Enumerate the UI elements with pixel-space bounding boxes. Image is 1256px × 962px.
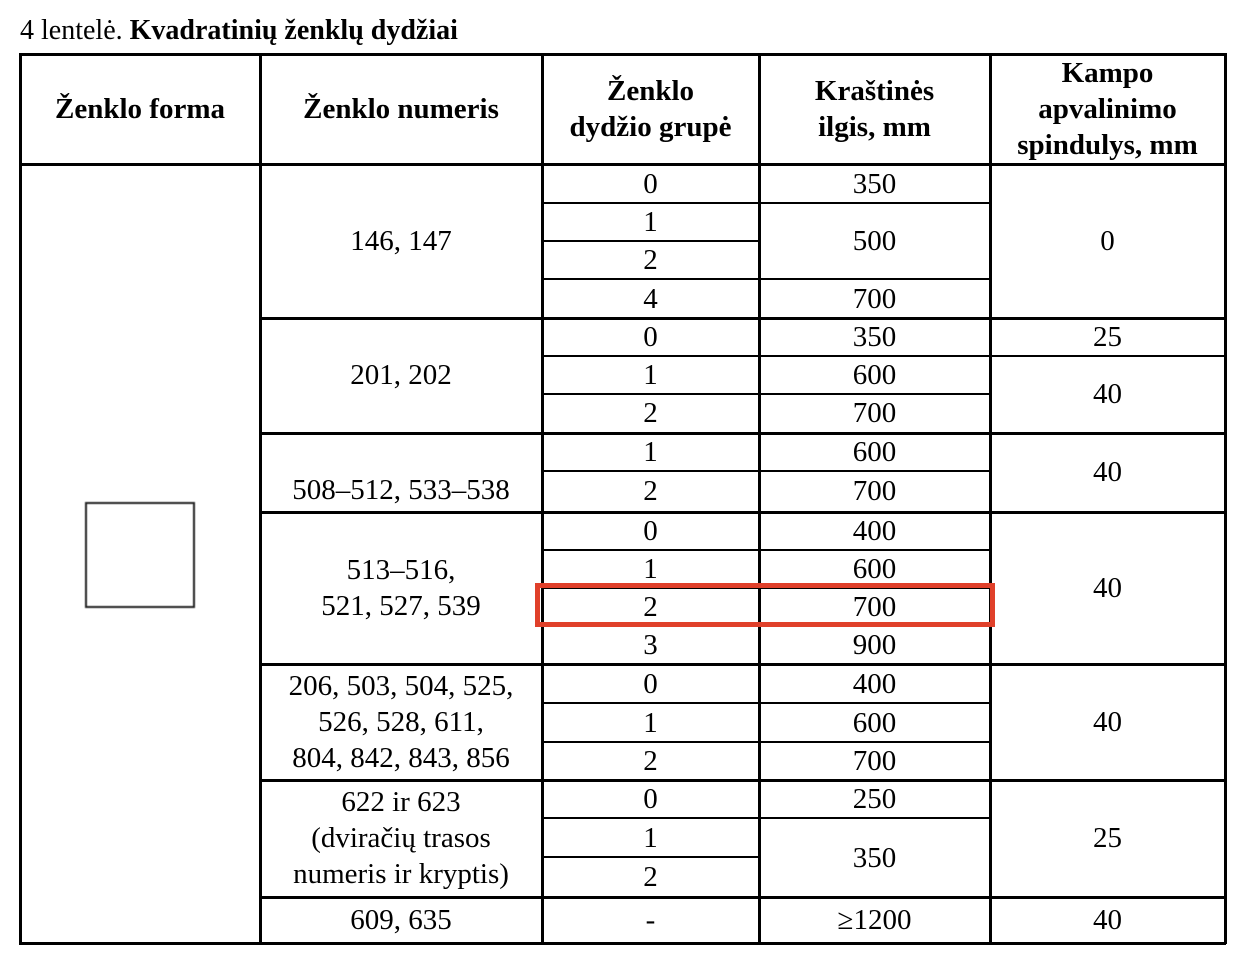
size-group-cell: 1: [643, 206, 658, 238]
corner-radius-cell: 40: [1093, 904, 1122, 936]
corner-radius-cell: 25: [1093, 321, 1122, 353]
size-group-cell: 2: [643, 860, 658, 893]
size-group-cell: 2: [643, 474, 658, 507]
corner-radius-cell: 25: [1093, 822, 1122, 854]
size-group-cell: 1: [643, 822, 658, 854]
side-length-cell: ≥1200: [837, 904, 912, 936]
size-group-cell: 1: [643, 359, 658, 391]
caption-prefix: 4 lentelė.: [20, 15, 130, 46]
side-length-cell: 400: [852, 667, 897, 700]
side-length-cell: 600: [852, 359, 897, 391]
size-group-cell: 1: [643, 553, 658, 585]
size-group-cell: 0: [643, 321, 658, 353]
highlight-box: [535, 583, 995, 627]
size-group-cell: 2: [643, 244, 658, 276]
side-length-cell: 350: [852, 841, 897, 874]
corner-radius-cell: 40: [1093, 455, 1122, 488]
corner-radius-cell: 0: [1100, 225, 1115, 257]
side-length-cell: 600: [852, 707, 897, 739]
size-group-cell: 4: [643, 282, 658, 315]
header-ilgis: Kraštinės ilgis, mm: [814, 75, 935, 143]
size-group-cell: 1: [643, 436, 658, 468]
header-forma: Ženklo forma: [55, 93, 225, 125]
side-length-cell: 900: [852, 629, 897, 661]
sign-number-cell: 508–512, 533–538: [292, 474, 510, 506]
side-length-cell: 350: [852, 167, 897, 200]
sign-number-cell: 146, 147: [350, 225, 452, 257]
side-length-cell: 400: [852, 515, 897, 547]
side-length-cell: 600: [852, 436, 897, 468]
size-group-cell: -: [645, 904, 656, 936]
sign-number-cell: 513–516, 521, 527, 539: [321, 554, 481, 622]
side-length-cell: 250: [852, 783, 897, 815]
side-length-cell: 700: [852, 591, 897, 623]
size-group-cell: 0: [643, 783, 658, 815]
size-group-cell: 2: [643, 591, 658, 623]
caption-title: Kvadratinių ženklų dydžiai: [129, 15, 458, 46]
sign-number-cell: 622 ir 623 (dviračių trasos numeris ir kryptis): [293, 786, 509, 890]
size-group-cell: 0: [643, 167, 658, 200]
size-group-cell: 1: [643, 707, 658, 739]
header-spindulys: Kampo apvalinimo spindulys, mm: [1017, 57, 1198, 161]
corner-radius-cell: 40: [1093, 706, 1122, 738]
sign-number-cell: 609, 635: [350, 904, 452, 936]
size-group-cell: 3: [643, 629, 658, 661]
corner-radius-cell: 40: [1093, 378, 1122, 410]
square-sign-shape-icon: [85, 502, 195, 608]
side-length-cell: 700: [852, 474, 897, 507]
side-length-cell: 500: [852, 225, 897, 257]
header-grupe: Ženklo dydžio grupė: [569, 75, 732, 143]
side-length-cell: 700: [852, 282, 897, 315]
size-group-cell: 2: [643, 397, 658, 429]
size-group-cell: 2: [643, 745, 658, 777]
sign-number-cell: 206, 503, 504, 525, 526, 528, 611, 804, 842, 843, 856: [288, 670, 514, 774]
side-length-cell: 350: [852, 321, 897, 353]
size-group-cell: 0: [643, 667, 658, 700]
side-length-cell: 700: [852, 397, 897, 429]
size-group-cell: 0: [643, 515, 658, 547]
side-length-cell: 700: [852, 745, 897, 777]
table-border-left: [19, 53, 22, 944]
table-border-top: [19, 53, 1226, 56]
header-numeris: Ženklo numeris: [303, 93, 499, 125]
sign-number-cell: 201, 202: [350, 359, 452, 391]
side-length-cell: 600: [852, 553, 897, 585]
corner-radius-cell: 40: [1093, 572, 1122, 604]
